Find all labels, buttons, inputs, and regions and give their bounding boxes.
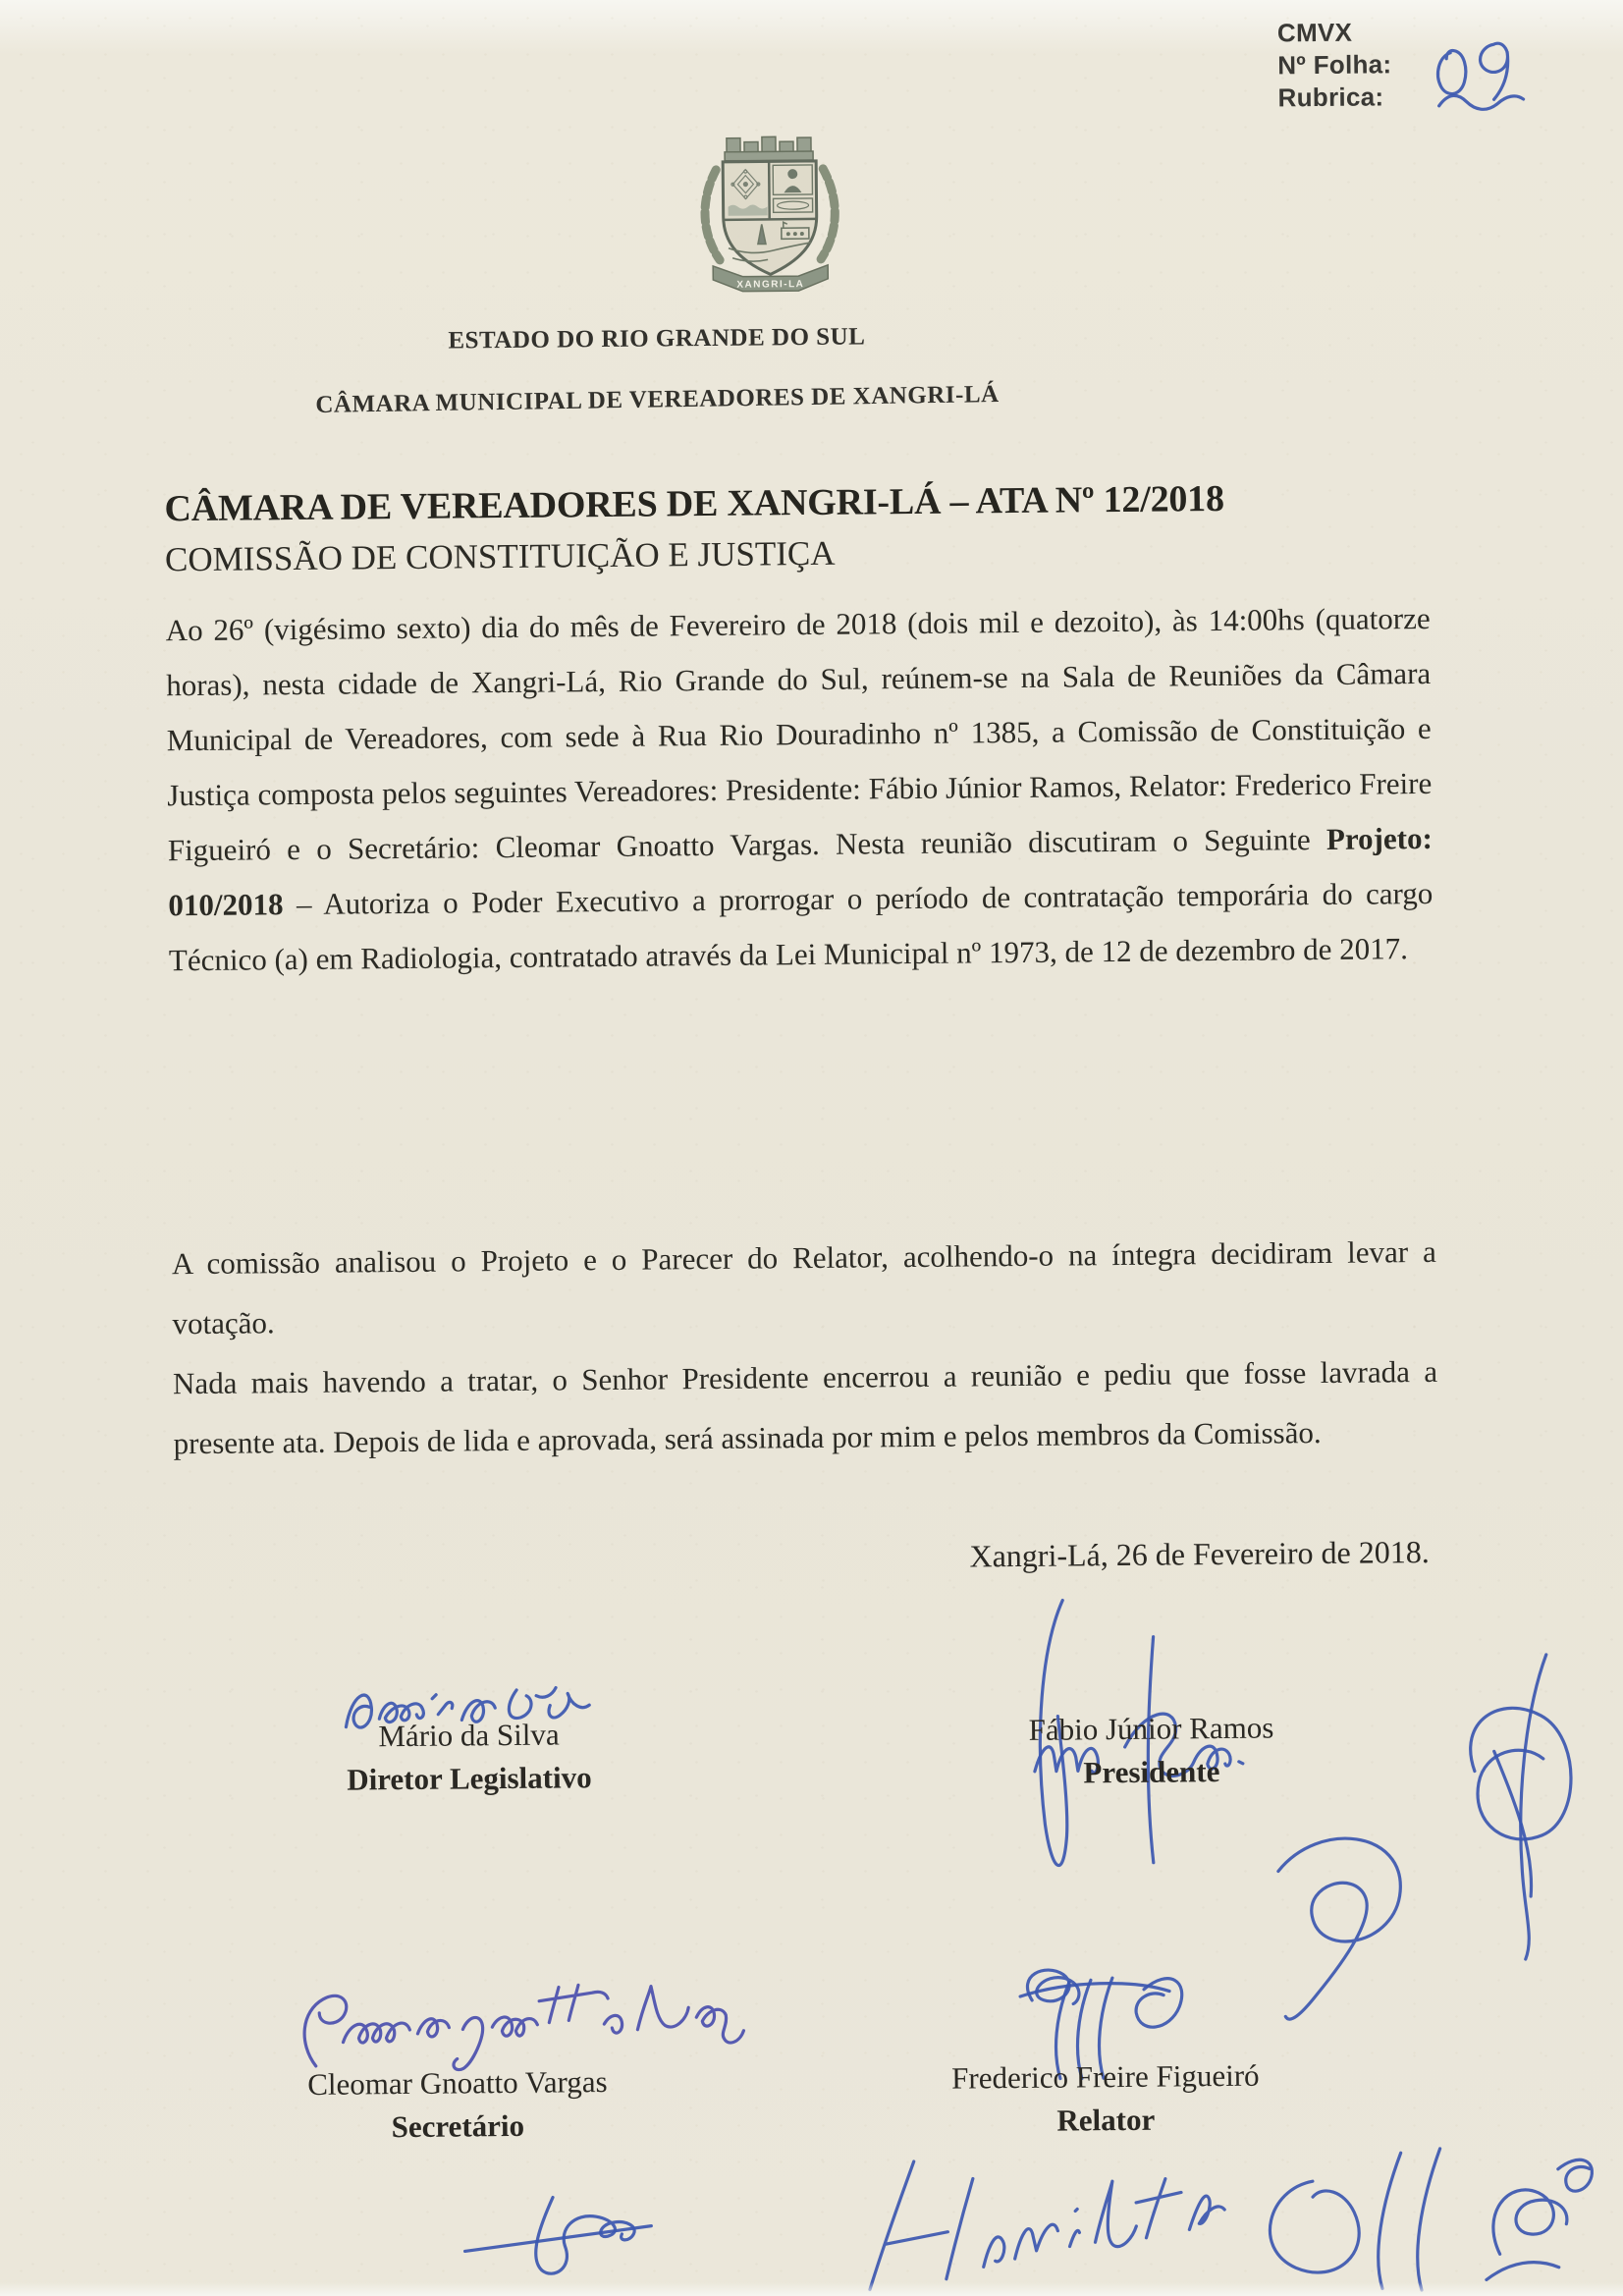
- body-paragraph-3-text: Nada mais havendo a tratar, o Senhor Presidente encerrou a reunião e pediu que fosse lavrada a presente ata. Depois de lida e aprovada, será assinada por mim e pelos membros da Comissão.: [172, 1353, 1438, 1461]
- signatory-name-director: Mário da Silva: [378, 1717, 560, 1754]
- rubric-scribble-right-loop: [1431, 1642, 1600, 1978]
- bottom-right-pen-loops: [1440, 2143, 1623, 2287]
- signatory-name-relator: Frederico Freire Figueiró: [951, 2057, 1260, 2096]
- page-control-stamp: [1277, 16, 1392, 114]
- document-subtitle: COMISSÃO DE CONSTITUIÇÃO E JUSTIÇA: [164, 533, 836, 579]
- body-paragraph-1-bold-project: Projeto: 010/2018: [168, 820, 1433, 923]
- signatory-name-president: Fábio Júnior Ramos: [1028, 1710, 1274, 1747]
- signature-block-relator: [919, 2053, 1293, 2144]
- document-title: CÂMARA DE VEREADORES DE XANGRI-LÁ – ATA Nº 12/2018: [164, 477, 1224, 530]
- stamp-org-label: CMVX: [1276, 17, 1353, 48]
- body-paragraph-2: [172, 1222, 1438, 1473]
- municipal-crest: [692, 128, 848, 298]
- body-paragraph-1-text: Ao 26º (vigésimo sexto) dia do mês de Fevereiro de 2018 (dois mil e dezoito), às 14:00hs (quatorze horas), nesta cidade de Xangri-Lá, Rio Grande do Sul, reúnem-se na Sala de Reuniões da Câmara Municipal de Vereadores, com sede à Rua Rio Douradinho nº 1385, a Comissão de Constituição e Justiça composta pelos seguintes Vereadores: Presidente: Fábio Júnior Ramos, Relator: Frederico Freire Figueiró e o Secretário: Cleomar Gnoatto Vargas. Nesta reunião discutiram o Seguinte: [165, 600, 1433, 868]
- signatory-role-secretary: Secretário: [391, 2107, 525, 2145]
- letterhead-state-line: ESTADO DO RIO GRANDE DO SUL: [448, 323, 866, 355]
- body-paragraph-1-tail: – Autoriza o Poder Executivo a prorrogar o período de contratação temporária do cargo Técnico (a) em Radiologia, contratado através da Lei Municipal nº 1973, de 12 de dezembro de 2017.: [168, 875, 1434, 978]
- stamp-rubrica-label: Rubrica:: [1277, 82, 1384, 113]
- signature-block-director: [292, 1713, 646, 1802]
- scan-bottom-edge: [0, 2282, 1623, 2296]
- stamp-folha-label: Nº Folha:: [1277, 49, 1392, 81]
- rubric-scribble-left-loop: [1250, 1801, 1438, 2039]
- crest-laurel-left: [705, 170, 721, 260]
- signature-block-secretary: [271, 2060, 645, 2151]
- signatory-role-president: Presidente: [1083, 1754, 1220, 1790]
- crest-laurel-right: [820, 169, 836, 259]
- body-paragraph-2-text: A comissão analisou o Projeto e o Parecer do Relator, acolhendo-o na íntegra decidiram levar a votação.: [171, 1233, 1437, 1341]
- signature-block-president: [974, 1706, 1328, 1795]
- body-paragraph-1: [165, 591, 1434, 988]
- date-line: Xangri-Lá, 26 de Fevereiro de 2018.: [969, 1533, 1430, 1574]
- signatory-role-relator: Relator: [1056, 2102, 1156, 2138]
- crest-crown: [725, 137, 813, 161]
- handwritten-folio-number: [1425, 30, 1539, 125]
- bottom-left-pen-scribble: [459, 2186, 666, 2281]
- signatory-name-secretary: Cleomar Gnoatto Vargas: [307, 2064, 608, 2102]
- letterhead-chamber-line: CÂMARA MUNICIPAL DE VEREADORES DE XANGRI-LÁ: [315, 381, 1000, 418]
- crest-banner-text: XANGRI-LA: [736, 279, 805, 291]
- signatory-role-director: Diretor Legislativo: [347, 1760, 592, 1797]
